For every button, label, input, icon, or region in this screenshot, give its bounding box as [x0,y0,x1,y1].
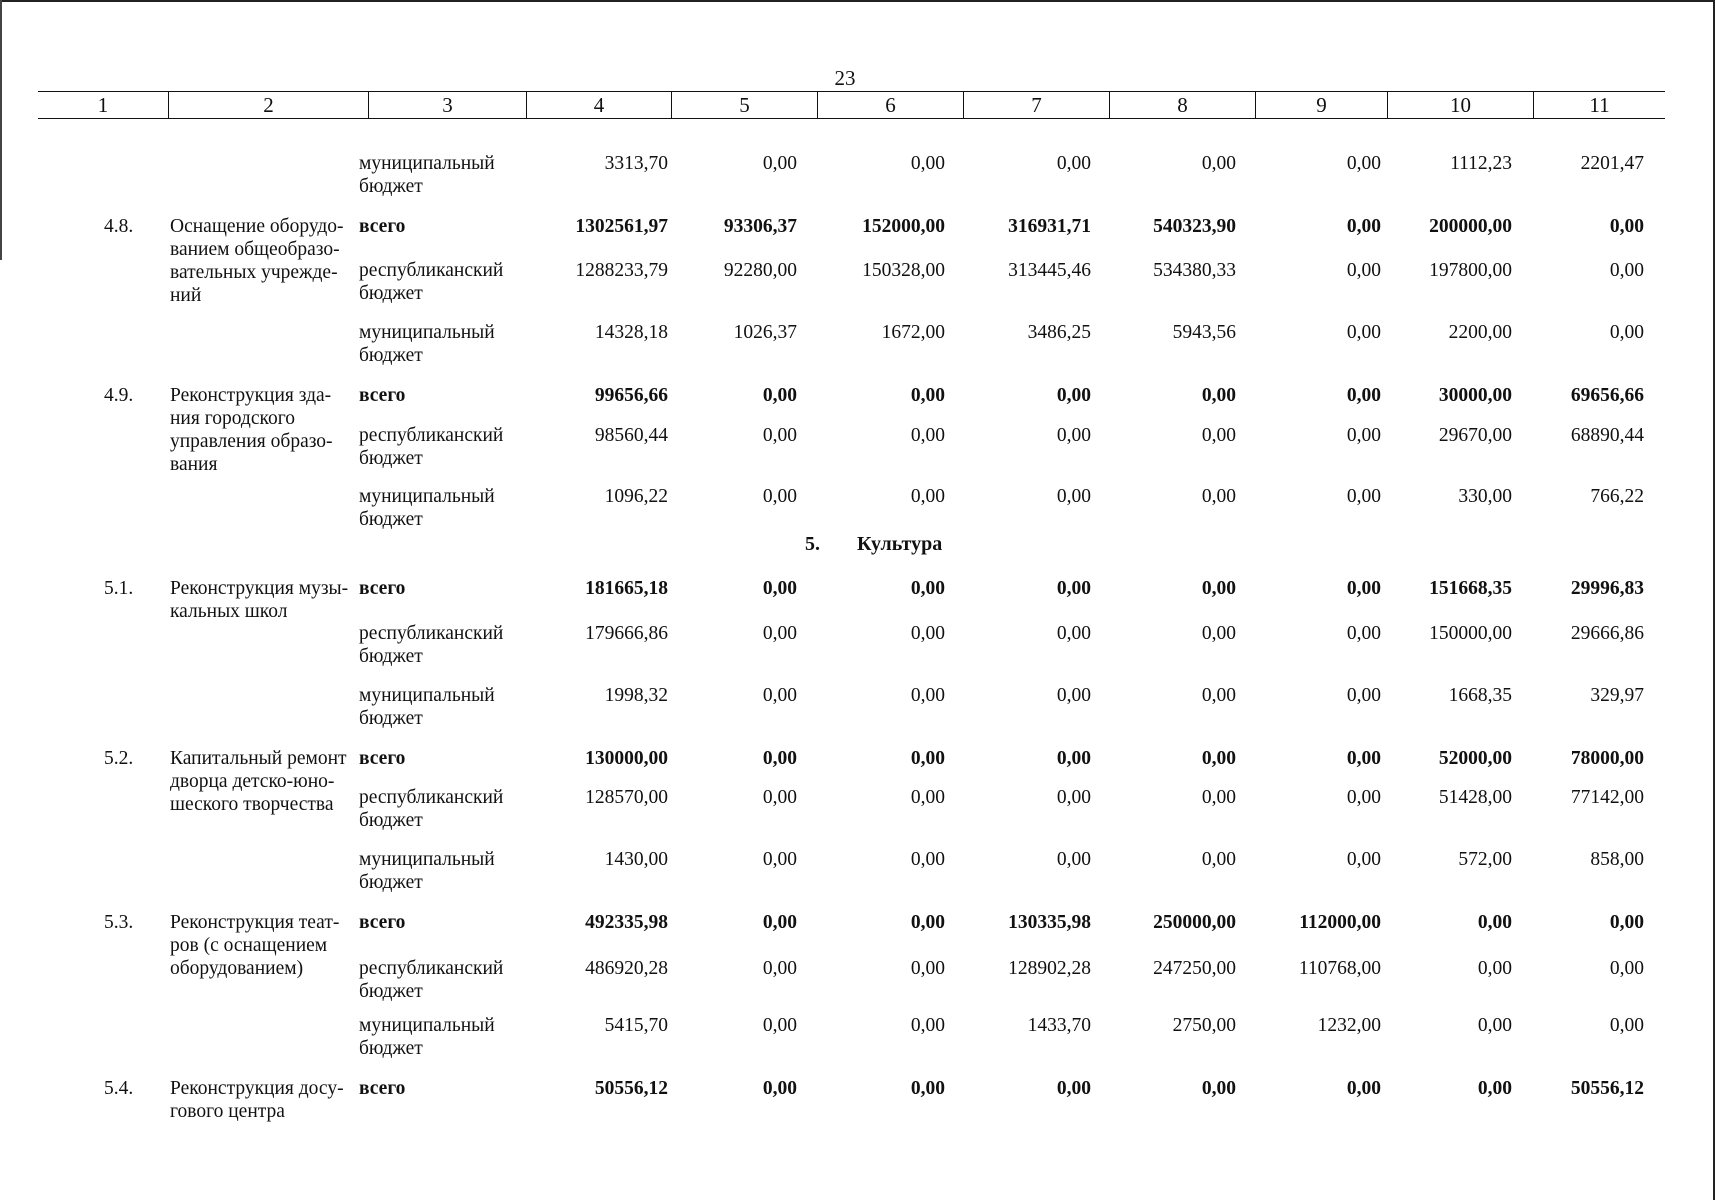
cell-value-col-6: 0,00 [910,958,945,979]
cell-value-col-7: 0,00 [1056,748,1091,769]
cell-value-col-6: 0,00 [910,623,945,644]
cell-value-col-7: 1433,70 [1027,1015,1091,1036]
cell-value-col-8: 0,00 [1201,623,1236,644]
funding-source: республиканский бюджет [359,425,504,469]
cell-value-col-8: 0,00 [1201,748,1236,769]
cell-value-col-9: 0,00 [1346,685,1381,706]
cell-value-col-8: 0,00 [1201,486,1236,507]
cell-value-col-10: 30000,00 [1438,385,1512,406]
cell-value-col-11: 0,00 [1609,260,1644,281]
cell-value-col-6: 0,00 [910,787,945,808]
cell-value-col-11: 50556,12 [1570,1078,1644,1099]
cell-value-col-8: 534380,33 [1153,260,1236,281]
cell-value-col-11: 77142,00 [1570,787,1644,808]
cell-value-col-7: 313445,46 [1008,260,1091,281]
cell-value-col-5: 0,00 [762,958,797,979]
cell-value-col-4: 128570,00 [585,787,668,808]
cell-value-col-11: 78000,00 [1570,748,1644,769]
page-number: 23 [834,66,856,90]
cell-value-col-4: 1302561,97 [575,216,668,237]
cell-value-col-7: 0,00 [1056,849,1091,870]
cell-value-col-4: 130000,00 [585,748,668,769]
cell-value-col-8: 0,00 [1201,787,1236,808]
cell-value-col-5: 0,00 [762,623,797,644]
cell-value-col-6: 0,00 [910,748,945,769]
cell-value-col-4: 486920,28 [585,958,668,979]
cell-value-col-7: 0,00 [1056,578,1091,599]
item-name: Реконструкция теат-ров (с оснащением оборудованием) [170,912,340,979]
cell-value-col-11: 0,00 [1609,912,1644,933]
cell-value-col-4: 98560,44 [594,425,668,446]
cell-value-col-8: 0,00 [1201,425,1236,446]
funding-source: всего [359,578,406,599]
cell-value-col-8: 5943,56 [1172,322,1236,343]
row-number: 4.9. [104,385,134,406]
cell-value-col-9: 0,00 [1346,385,1381,406]
cell-value-col-10: 0,00 [1477,958,1512,979]
cell-value-col-10: 29670,00 [1438,425,1512,446]
cell-value-col-9: 0,00 [1346,153,1381,174]
funding-source: всего [359,216,406,237]
cell-value-col-5: 0,00 [762,849,797,870]
cell-value-col-4: 99656,66 [594,385,668,406]
cell-value-col-5: 0,00 [762,578,797,599]
funding-source: республиканский бюджет [359,787,504,831]
cell-value-col-5: 0,00 [762,486,797,507]
cell-value-col-4: 5415,70 [604,1015,668,1036]
cell-value-col-8: 0,00 [1201,385,1236,406]
cell-value-col-10: 2200,00 [1448,322,1512,343]
cell-value-col-9: 112000,00 [1299,912,1381,933]
column-header-4: 4 [526,92,671,118]
cell-value-col-5: 93306,37 [723,216,797,237]
cell-value-col-7: 0,00 [1056,685,1091,706]
cell-value-col-10: 0,00 [1477,912,1512,933]
cell-value-col-6: 152000,00 [862,216,945,237]
section-title: Культура [857,533,943,555]
funding-source: муниципальный бюджет [359,322,495,366]
cell-value-col-10: 1112,23 [1450,153,1512,174]
row-number: 4.8. [104,216,134,237]
cell-value-col-4: 50556,12 [594,1078,668,1099]
cell-value-col-4: 1430,00 [604,849,668,870]
cell-value-col-5: 0,00 [762,1015,797,1036]
funding-source: всего [359,748,406,769]
cell-value-col-8: 2750,00 [1172,1015,1236,1036]
cell-value-col-9: 0,00 [1346,486,1381,507]
cell-value-col-5: 0,00 [762,787,797,808]
cell-value-col-7: 0,00 [1056,385,1091,406]
cell-value-col-6: 0,00 [910,1078,945,1099]
cell-value-col-4: 1998,32 [604,685,668,706]
cell-value-col-4: 3313,70 [604,153,668,174]
cell-value-col-10: 52000,00 [1438,748,1512,769]
cell-value-col-6: 0,00 [910,385,945,406]
cell-value-col-5: 0,00 [762,685,797,706]
cell-value-col-5: 0,00 [762,425,797,446]
cell-value-col-10: 51428,00 [1438,787,1512,808]
cell-value-col-6: 0,00 [910,578,945,599]
funding-source: муниципальный бюджет [359,1015,495,1059]
cell-value-col-9: 0,00 [1346,578,1381,599]
cell-value-col-10: 1668,35 [1448,685,1512,706]
cell-value-col-9: 0,00 [1346,216,1381,237]
cell-value-col-8: 250000,00 [1153,912,1236,933]
section-number: 5. [805,533,820,555]
cell-value-col-11: 29996,83 [1570,578,1644,599]
column-header-5: 5 [671,92,817,118]
column-header-11: 11 [1533,92,1665,118]
cell-value-col-4: 14328,18 [594,322,668,343]
cell-value-col-4: 181665,18 [585,578,668,599]
cell-value-col-8: 0,00 [1201,153,1236,174]
column-header-2: 2 [168,92,368,118]
cell-value-col-10: 151668,35 [1429,578,1512,599]
column-header-3: 3 [368,92,526,118]
cell-value-col-7: 0,00 [1056,425,1091,446]
cell-value-col-7: 316931,71 [1008,216,1091,237]
cell-value-col-5: 1026,37 [733,322,797,343]
cell-value-col-6: 0,00 [910,425,945,446]
funding-source: республиканский бюджет [359,958,504,1002]
funding-source: республиканский бюджет [359,260,504,304]
column-header-9: 9 [1255,92,1387,118]
cell-value-col-5: 0,00 [762,912,797,933]
cell-value-col-6: 0,00 [910,486,945,507]
column-header-8: 8 [1109,92,1255,118]
cell-value-col-4: 179666,86 [585,623,668,644]
funding-source: всего [359,1078,406,1099]
cell-value-col-10: 150000,00 [1429,623,1512,644]
cell-value-col-9: 110768,00 [1298,958,1381,979]
cell-value-col-10: 572,00 [1458,849,1512,870]
cell-value-col-11: 0,00 [1609,216,1644,237]
cell-value-col-6: 0,00 [910,685,945,706]
cell-value-col-11: 858,00 [1590,849,1644,870]
item-name: Реконструкция досу-гового центра [170,1078,344,1122]
cell-value-col-6: 0,00 [910,1015,945,1036]
cell-value-col-10: 197800,00 [1429,260,1512,281]
cell-value-col-9: 0,00 [1346,623,1381,644]
funding-source: всего [359,912,406,933]
cell-value-col-5: 0,00 [762,153,797,174]
cell-value-col-6: 0,00 [910,849,945,870]
funding-source: муниципальный бюджет [359,849,495,893]
column-header-6: 6 [817,92,963,118]
cell-value-col-9: 0,00 [1346,1078,1381,1099]
cell-value-col-4: 1288233,79 [575,260,668,281]
cell-value-col-8: 0,00 [1201,578,1236,599]
cell-value-col-5: 0,00 [762,748,797,769]
funding-source: муниципальный бюджет [359,486,495,530]
cell-value-col-11: 329,97 [1590,685,1644,706]
cell-value-col-8: 540323,90 [1153,216,1236,237]
cell-value-col-5: 0,00 [762,385,797,406]
cell-value-col-6: 1672,00 [881,322,945,343]
cell-value-col-11: 0,00 [1609,322,1644,343]
cell-value-col-6: 0,00 [910,912,945,933]
cell-value-col-5: 92280,00 [723,260,797,281]
row-number: 5.4. [104,1078,134,1099]
cell-value-col-7: 0,00 [1056,787,1091,808]
cell-value-col-9: 0,00 [1346,322,1381,343]
cell-value-col-9: 0,00 [1346,849,1381,870]
cell-value-col-8: 0,00 [1201,849,1236,870]
funding-source: всего [359,385,406,406]
cell-value-col-7: 130335,98 [1008,912,1091,933]
cell-value-col-11: 766,22 [1590,486,1644,507]
item-name: Капитальный ремонт дворца детско-юно-шеского творчества [170,748,347,815]
cell-value-col-10: 0,00 [1477,1015,1512,1036]
cell-value-col-11: 69656,66 [1570,385,1644,406]
column-header-1: 1 [97,93,109,117]
cell-value-col-9: 0,00 [1346,260,1381,281]
cell-value-col-11: 0,00 [1609,958,1644,979]
cell-value-col-7: 3486,25 [1027,322,1091,343]
cell-value-col-11: 29666,86 [1570,623,1644,644]
cell-value-col-11: 2201,47 [1580,153,1644,174]
cell-value-col-9: 1232,00 [1317,1015,1381,1036]
row-number: 5.2. [104,748,134,769]
cell-value-col-10: 200000,00 [1429,216,1512,237]
cell-value-col-11: 68890,44 [1570,425,1644,446]
row-number: 5.1. [104,578,134,599]
cell-value-col-9: 0,00 [1346,425,1381,446]
funding-source: муниципальный бюджет [359,153,495,197]
funding-source: муниципальный бюджет [359,685,495,729]
row-number: 5.3. [104,912,134,933]
cell-value-col-7: 0,00 [1056,153,1091,174]
cell-value-col-6: 0,00 [910,153,945,174]
cell-value-col-7: 0,00 [1056,486,1091,507]
cell-value-col-11: 0,00 [1609,1015,1644,1036]
cell-value-col-6: 150328,00 [862,260,945,281]
funding-source: республиканский бюджет [359,623,504,667]
cell-value-col-8: 0,00 [1201,1078,1236,1099]
cell-value-col-7: 0,00 [1056,1078,1091,1099]
cell-value-col-4: 1096,22 [604,486,668,507]
cell-value-col-5: 0,00 [762,1078,797,1099]
cell-value-col-10: 330,00 [1458,486,1512,507]
item-name: Реконструкция музы-кальных школ [170,578,349,622]
cell-value-col-7: 0,00 [1056,623,1091,644]
item-name: Реконструкция зда-ния городского управления образо-вания [170,385,333,475]
item-name: Оснащение оборудо-ванием общеобразо-вательных учрежде-ний [170,216,344,306]
column-header-10: 10 [1387,92,1533,118]
cell-value-col-7: 128902,28 [1008,958,1091,979]
cell-value-col-9: 0,00 [1346,748,1381,769]
cell-value-col-8: 0,00 [1201,685,1236,706]
cell-value-col-10: 0,00 [1477,1078,1512,1099]
column-header-7: 7 [963,92,1109,118]
cell-value-col-8: 247250,00 [1153,958,1236,979]
cell-value-col-4: 492335,98 [585,912,668,933]
cell-value-col-9: 0,00 [1346,787,1381,808]
